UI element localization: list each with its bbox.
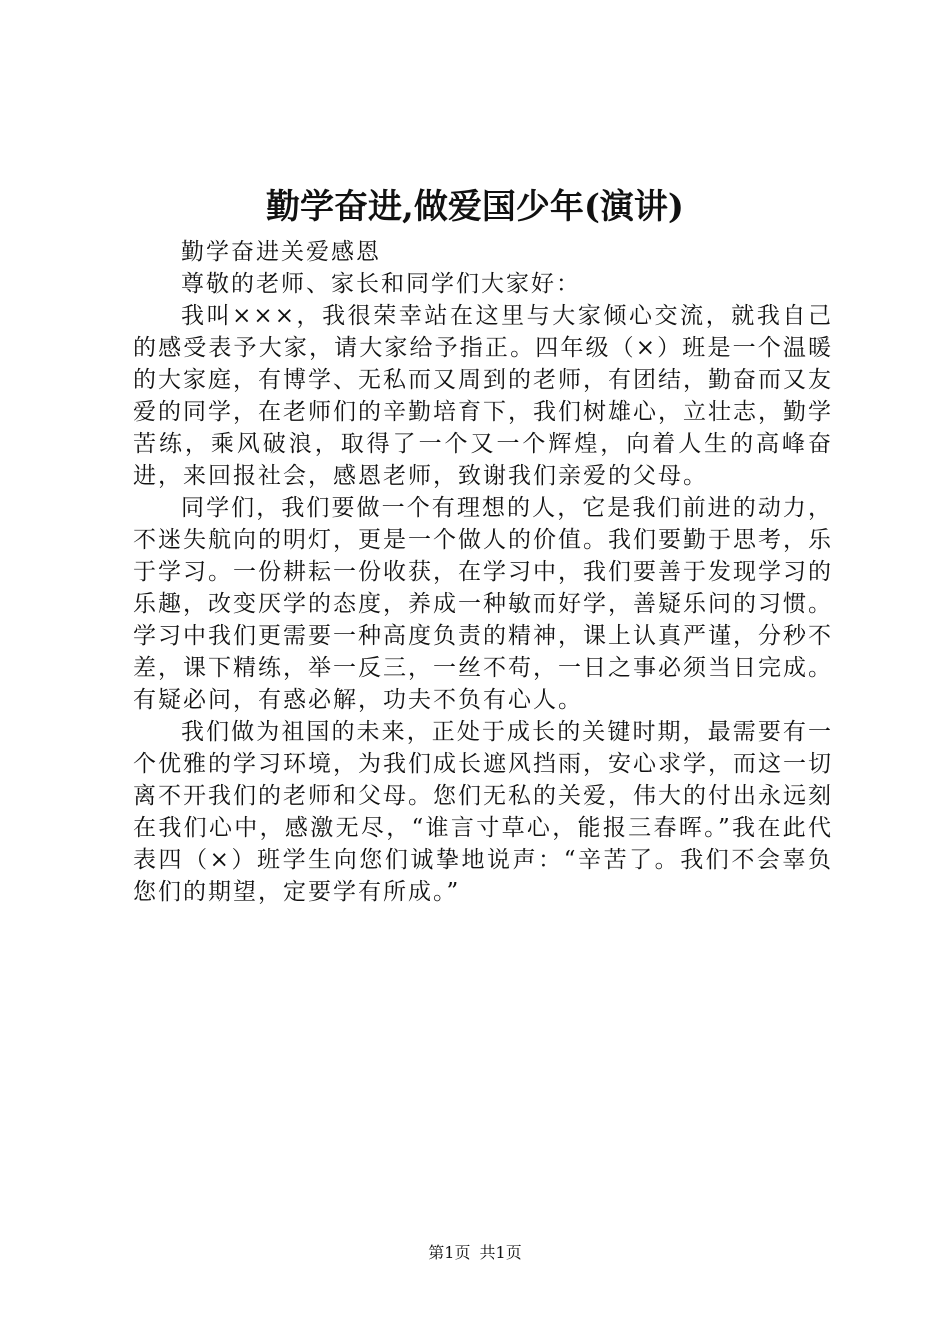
paragraph-study: 同学们，我们要做一个有理想的人，它是我们前进的动力，不迷失航向的明灯，更是一个做人的价值。我们要勤于思考，乐于学习。一份耕耘一份收获，在学习中，我们要善于发现学习的乐趣，改变厌学的态度，养成一种敏而好学，善疑乐问的习惯。学习中我们更需要一种高度负责的精神，课上认真严谨，分秒不差，课下精练，举一反三，一丝不苟，一日之事必须当日完成。有疑必问，有惑必解，功夫不负有心人。: [133, 495, 833, 713]
paragraph-introduction: 我叫×××，我很荣幸站在这里与大家倾心交流，就我自己的感受表予大家，请大家给予指正。四年级（×）班是一个温暖的大家庭，有博学、无私而又周到的老师，有团结，勤奋而又友爱的同学，在老师们的辛勤培育下，我们树雄心，立壮志，勤学苦练，乘风破浪，取得了一个又一个辉煌，向着人生的高峰奋进，来回报社会，感恩老师，致谢我们亲爱的父母。: [133, 303, 833, 489]
document-title: 勤学奋进,做爱国少年(演讲): [265, 187, 684, 227]
page-number: 第1页: [428, 1243, 471, 1262]
paragraph-gratitude: 我们做为祖国的未来，正处于成长的关键时期，最需要有一个优雅的学习环境，为我们成长遮风挡雨，安心求学，而这一切离不开我们的老师和父母。您们无私的关爱，伟大的付出永远刻在我们心中，感激无尽，“谁言寸草心，能报三春晖。”我在此代表四（×）班学生向您们诚挚地说声：“辛苦了。我们不会辜负您们的期望，定要学有所成。”: [133, 719, 833, 905]
paragraph-subtitle: 勤学奋进关爱感恩: [181, 239, 381, 265]
page-footer: [0, 1243, 950, 1263]
paragraph-greeting: 尊敬的老师、家长和同学们大家好：: [181, 271, 581, 297]
page-total: 共1页: [479, 1243, 522, 1262]
document-body: [133, 236, 833, 908]
